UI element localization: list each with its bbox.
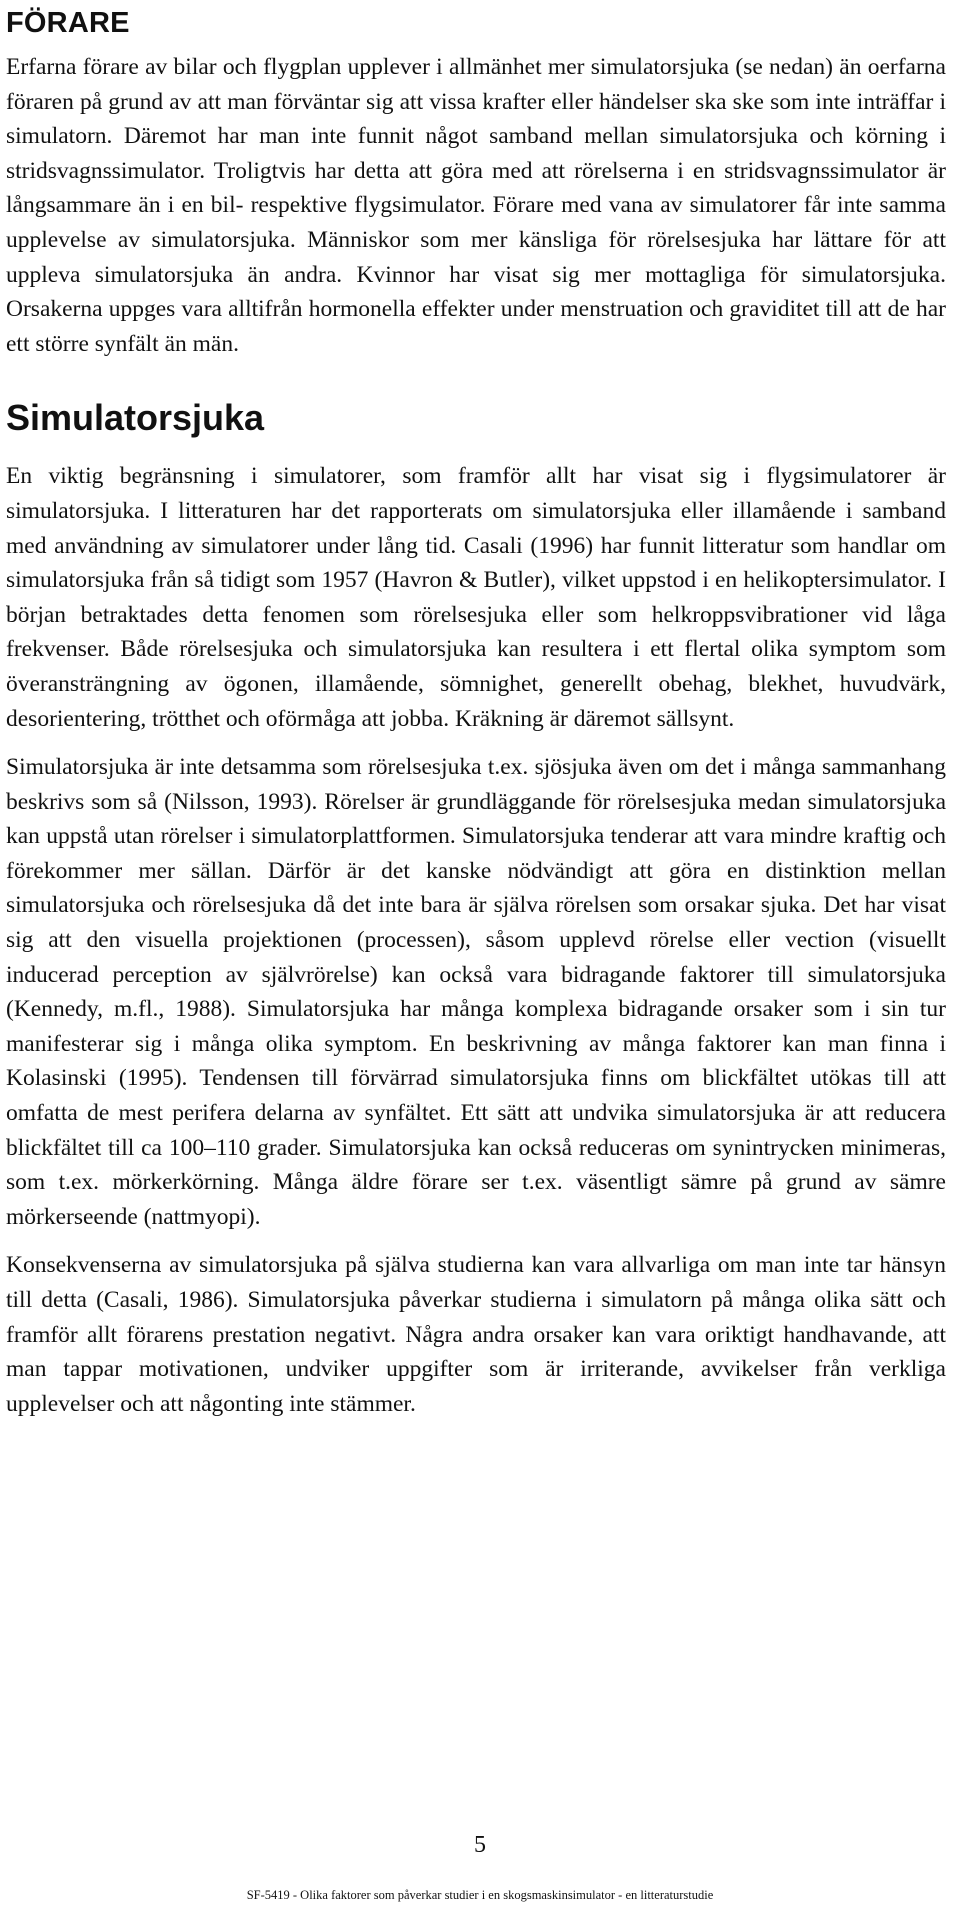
chapter-paragraph-1: En viktig begränsning i simulatorer, som framför allt har visat sig i flygsimulatorer är simulatorsjuka. I litteraturen har det rapporterats om simulatorsjuka eller illamående i samband med användning av simulatorer under lång tid. Casali (1996) har funnit litteratur som handlar om simulatorsjuka från så tidigt som 1957 (Havron & Butler), vilket uppstod i en helikoptersimulator. I början betraktades detta fenomen som rörelsesjuka eller som helkroppsvibrationer vid låga frekvenser. Både rörelsesjuka och simulatorsjuka kan resultera i ett flertal olika symptom som överansträngning av ögonen, illamående, sömnighet, generellt obehag, blekhet, huvudvärk, desorientering, trötthet och oförmåga att jobba. Kräkning är däremot sällsynt. <box>6 463 946 732</box>
chapter-paragraph-2: Simulatorsjuka är inte detsamma som rörelsesjuka t.ex. sjösjuka även om det i många sammanhang beskrivs som så (Nilsson, 1993). Rörelser är grundläggande för rörelsesjuka medan simulatorsjuka kan uppstå utan rörelser i simulatorplattformen. Simulatorsjuka tenderar att vara mindre kraftig och förekommer mer sällan. Därför är det kanske nödvändigt att göra en distinktion mellan simulatorsjuka och rörelsesjuka då det inte bara är själva rörelsen som orsakar sjuka. Det har visat sig att den visuella projektionen (processen), såsom upplevd rörelse eller vection (visuellt inducerad perception av självrörelse) kan också vara bidragande faktorer till simulatorsjuka (Kennedy, m.fl., 1988). Simulatorsjuka har många komplexa bidragande orsaker som i sin tur manifesterar sig i många olika symptom. En beskrivning av många faktorer kan man finna i Kolasinski (1995). Tendensen till förvärrad simulatorsjuka finns om blickfältet utökas till att omfatta de mest perifera delarna av synfältet. Ett sätt att undvika simulatorsjuka är att reducera blickfältet till ca 100–110 grader. Simulatorsjuka kan också reduceras om synintrycken minimeras, som t.ex. mörkerkörning. Många äldre förare ser t.ex. väsentligt sämre på grund av sämre mörkerseende (nattmyopi). <box>6 754 946 1230</box>
section-paragraph: Erfarna förare av bilar och flygplan upplever i allmänhet mer simulatorsjuka (se nedan) än oerfarna föraren på grund av att man förväntar sig att vissa krafter eller händelser ska ske som inte inträffar i simulatorn. Däremot har man inte funnit något samband mellan simulatorsjuka och körning i stridsvagnssimulator. Troligtvis har detta att göra med att rörelserna i en stridsvagnssimulator är långsammare än i en bil- respektive flygsimulator. Förare med vana av simulatorer får inte samma upplevelse av simulatorsjuka. Människor som mer känsliga för rörelsesjuka har lättare för att uppleva simulatorsjuka än andra. Kvinnor har visat sig mer mottagliga för simulatorsjuka. Orsakerna uppges vara alltifrån hormonella effekter under menstruation och graviditet till att de har ett större synfält än män. <box>6 54 946 357</box>
page-number: 5 <box>474 1832 486 1858</box>
chapter-title: Simulatorsjuka <box>6 397 265 439</box>
chapter-paragraph-3: Konsekvenserna av simulatorsjuka på själva studierna kan vara allvarliga om man inte tar hänsyn till detta (Casali, 1986). Simulatorsjuka påverkar studierna i simulatorn på många olika sätt och framför allt förarens prestation negativt. Några andra orsaker kan vara oriktigt handhavande, att man tappar motivationen, undviker uppgifter som är irriterande, avvikelser från verkliga upplevelser och att någonting inte stämmer. <box>6 1252 946 1417</box>
page-footer: SF-5419 - Olika faktorer som påverkar studier i en skogsmaskinsimulator - en litteraturstudie <box>246 1888 714 1902</box>
document-page <box>6 0 946 1421</box>
section-title: FÖRARE <box>6 7 130 39</box>
